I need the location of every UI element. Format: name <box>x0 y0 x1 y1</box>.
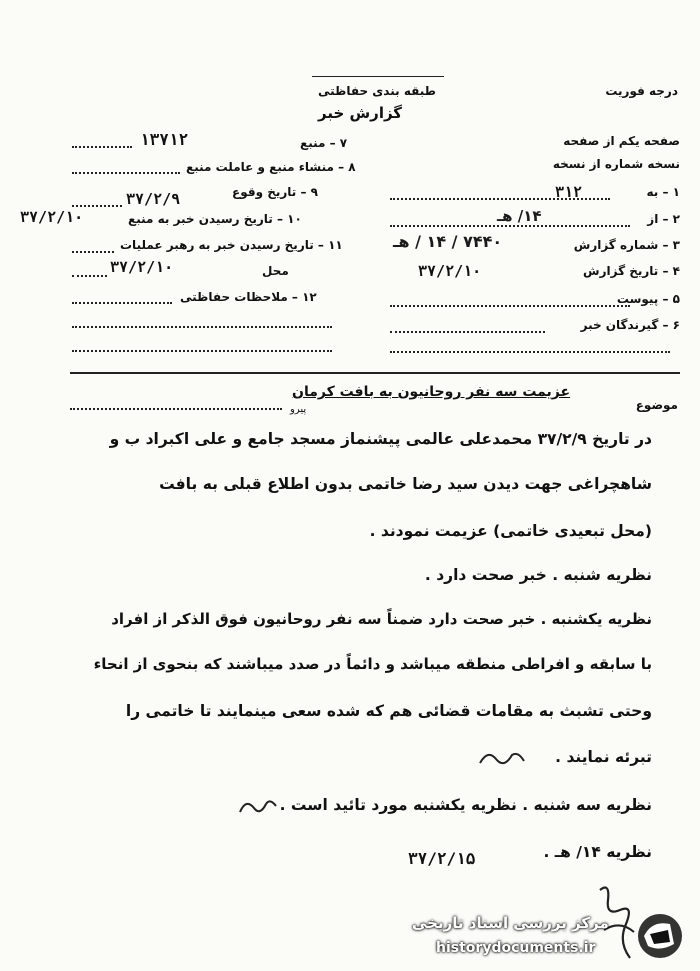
report-no-value: ۷۴۴۰ / ۱۴ / هـ <box>393 232 503 251</box>
place-label: محل <box>262 264 289 278</box>
source-label: ۷ – منبع <box>300 136 348 150</box>
to-value: ۳۱۲ <box>555 183 583 201</box>
subject-note: پیرو <box>290 404 307 415</box>
subject-dots <box>70 408 282 410</box>
source-receipt-value: ۳۷/۲/۱۰ <box>20 208 84 226</box>
from-value: ۱۴/ هـ <box>497 207 542 225</box>
body-line-8: تبرئه نمایند . <box>555 748 652 766</box>
notes-dots-3 <box>72 350 332 352</box>
subject-label: موضوع <box>635 398 678 412</box>
signature-mark <box>478 745 528 770</box>
source-receipt-label: ۱۰ – تاریخ رسیدن خبر به منبع <box>128 212 302 226</box>
security-notes-dots <box>72 302 172 304</box>
section-divider <box>70 372 680 374</box>
handwritten-initial <box>238 796 278 818</box>
final-date: ۳۷/۲/۱۵ <box>408 849 476 868</box>
from-label: ۲ – از <box>647 212 680 226</box>
incident-date-dots <box>72 205 122 207</box>
source-value: ۱۳۷۱۲ <box>140 130 189 149</box>
to-label: ۱ – به <box>646 185 680 199</box>
source-origin-dots <box>72 172 180 174</box>
report-date-value: ۳۷/۲/۱۰ <box>418 262 482 280</box>
archive-logo-icon <box>634 908 686 963</box>
subject-text: عزیمت سه نفر روحانیون به بافت کرمان <box>292 384 571 400</box>
document-title: گزارش خبر <box>318 104 403 122</box>
security-class: طبقه بندی حفاظتی <box>318 84 436 98</box>
copy-label: نسخه شماره از نسخه <box>552 157 680 171</box>
recipients-dots-2 <box>390 351 670 353</box>
incident-date-value: ۳۷/۲/۹ <box>126 190 181 208</box>
report-date-label: ۴ – تاریخ گزارش <box>583 264 680 278</box>
notes-dots-2 <box>72 326 332 328</box>
ops-receipt-value: ۳۷/۲/۱۰ <box>110 258 174 276</box>
header-rule <box>312 76 444 77</box>
source-origin-label: ۸ – منشاء منبع و عاملت منبع <box>186 160 356 174</box>
body-line-7: وحتی تشبث به مقامات قضائی هم که شده سعی مینمایند تا خاتمی را <box>125 702 652 720</box>
recipients-dots-1 <box>390 331 545 333</box>
body-line-6: با سابقه و افراطی منطقه میباشد و دائماً در صدد میباشند که بنحوی از انحاء <box>93 655 652 673</box>
place-dots <box>72 275 107 277</box>
security-notes-label: ۱۲ – ملاحظات حفاظتی <box>180 290 317 304</box>
urgency-label: درجه فوریت <box>605 84 678 98</box>
page-label: صفحه یکم از صفحه <box>563 134 680 148</box>
body-line-5: نظریه یکشنبه . خبر صحت دارد ضمناً سه نفر روحانیون فوق الذکر از افراد <box>111 610 652 628</box>
attachment-label: ۵ – پیوست <box>616 292 680 306</box>
body-line-2: شاهچراغی جهت دیدن سید رضا خاتمی بدون اطلاع قبلی به بافت <box>159 475 652 493</box>
body-line-9: نظریه سه شنبه . نظریه یکشنبه مورد تائید است . <box>279 796 652 814</box>
report-no-label: ۳ – شماره گزارش <box>573 238 680 252</box>
watermark-name: مرکز بررسی اسناد تاریخی <box>412 914 609 932</box>
source-dots <box>72 146 132 148</box>
body-line-10: نظریه ۱۴/ هـ . <box>543 843 652 861</box>
from-dots <box>390 225 630 227</box>
ops-receipt-dots <box>72 251 114 253</box>
watermark-site: historydocuments.ir <box>436 940 596 956</box>
recipients-label: ۶ – گیرندگان خبر <box>580 318 680 332</box>
ops-receipt-label: ۱۱ – تاریخ رسیدن خبر به رهبر عملیات <box>120 238 343 252</box>
attachment-dots <box>390 305 630 307</box>
incident-date-label: ۹ – تاریخ وقوع <box>232 185 318 199</box>
body-line-4: نظریه شنبه . خبر صحت دارد . <box>424 566 652 584</box>
body-line-3: (محل تبعیدی خاتمی) عزیمت نمودند . <box>369 522 652 540</box>
body-line-1: در تاریخ ۳۷/۲/۹ محمدعلی عالمی پیشنماز مسجد جامع و علی اکبراد ب و <box>109 430 652 448</box>
